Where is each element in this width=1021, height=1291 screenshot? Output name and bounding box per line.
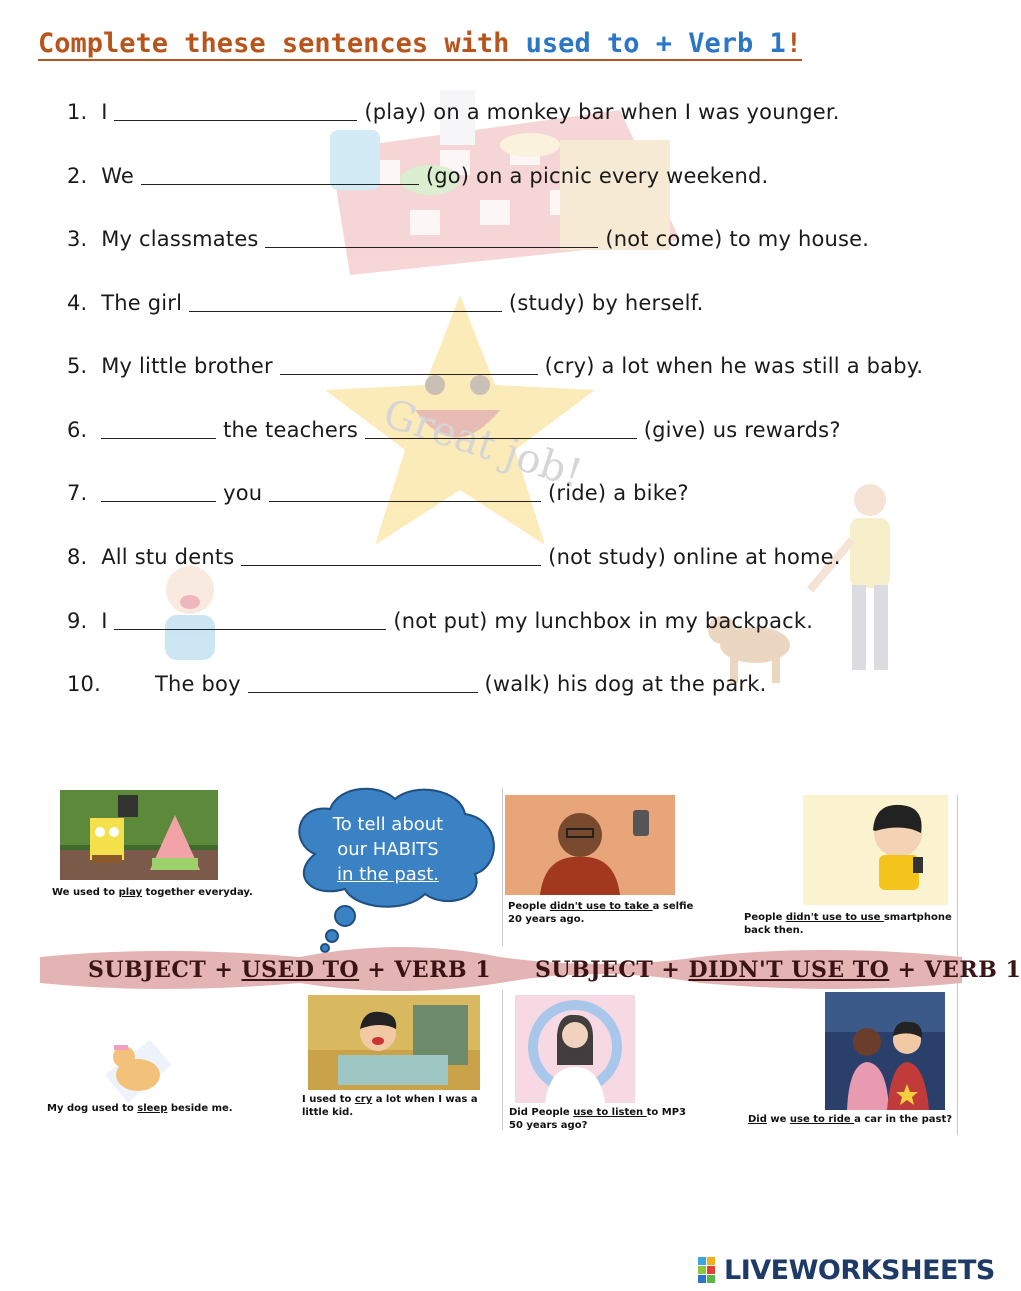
- crying-kid-picture: [308, 995, 480, 1090]
- worksheet-title: [38, 28, 802, 59]
- liveworksheets-logo[interactable]: [698, 1253, 995, 1287]
- sentence-text-before: My little brother: [101, 354, 280, 378]
- cartoon-friends-picture: [60, 790, 218, 880]
- bubble-text: [310, 812, 466, 887]
- sentence-2: [67, 164, 768, 188]
- sentence-text-before: I: [101, 609, 115, 633]
- caption-verb: didn't use to use: [785, 912, 884, 923]
- caption-text: People: [508, 901, 550, 912]
- sentence-5: [67, 354, 923, 378]
- sentence-text-middle: you: [216, 481, 270, 505]
- sentence-number: 9.: [67, 609, 88, 633]
- bubble-line: our HABITS: [337, 839, 439, 860]
- man-walking-illustration: [800, 480, 930, 680]
- sentence-number: 5.: [67, 354, 88, 378]
- sentence-text-middle: the teachers: [216, 418, 365, 442]
- answer-blank[interactable]: [241, 545, 541, 566]
- caption-verb: use to listen: [573, 1107, 647, 1118]
- sentence-text-after: (not put) my lunchbox in my backpack.: [386, 609, 814, 633]
- title-main: Complete these sentences with: [38, 28, 526, 59]
- sentence-text-before: All stu dents: [101, 545, 242, 569]
- bubble-line: in the past.: [336, 864, 439, 885]
- answer-blank[interactable]: [101, 481, 216, 502]
- logo-text: LIVEWORKSHEETS: [724, 1254, 995, 1286]
- caption-text: I used to: [302, 1094, 355, 1105]
- caption-text: a lot when I was a: [372, 1094, 478, 1105]
- sentence-text-after: (not come) to my house.: [598, 227, 870, 251]
- caption-mp3: [509, 1106, 686, 1132]
- sentence-text-after: (play) on a monkey bar when I was younger.: [357, 100, 840, 124]
- formula-negative: [535, 957, 1021, 983]
- panel-divider: [502, 990, 503, 1130]
- sentence-9: [67, 609, 813, 633]
- sentence-6: [67, 418, 841, 442]
- title-exclamation: !: [785, 28, 803, 59]
- sentence-text-before: The boy: [155, 672, 248, 696]
- caption-selfie: [508, 900, 693, 926]
- svg-text:Great job!: Great job!: [377, 390, 588, 498]
- sentence-number: 7.: [67, 481, 88, 505]
- sentence-number: 8.: [67, 545, 88, 569]
- sentence-number: 2.: [67, 164, 88, 188]
- selfie-picture: [505, 795, 675, 895]
- caption-cry: [302, 1093, 478, 1119]
- caption-text: little kid.: [302, 1107, 354, 1118]
- caption-text: back then.: [744, 925, 804, 936]
- answer-blank[interactable]: [248, 672, 478, 693]
- sleeping-dog-picture: [100, 1035, 175, 1105]
- sentence-text-after: (give) us rewards?: [636, 418, 841, 442]
- formula-used-to: USED TO: [241, 957, 360, 983]
- sentence-text-before: We: [101, 164, 141, 188]
- caption-text: 50 years ago?: [509, 1120, 588, 1131]
- sentence-number: 4.: [67, 291, 88, 315]
- sentence-text-before: I: [101, 100, 115, 124]
- answer-blank[interactable]: [189, 291, 502, 312]
- caption-text: a selfie: [652, 901, 694, 912]
- caption-verb: cry: [354, 1094, 373, 1105]
- title-highlight: used to + Verb 1: [525, 28, 786, 59]
- sentence-4: [67, 291, 704, 315]
- sentence-text-after: (not study) online at home.: [541, 545, 841, 569]
- sentence-number: 1.: [67, 100, 88, 124]
- sentence-number: 3.: [67, 227, 88, 251]
- caption-verb: didn't use to take: [549, 901, 653, 912]
- sentence-number: 10.: [67, 672, 101, 696]
- caption-verb: sleep: [137, 1103, 168, 1114]
- answer-blank[interactable]: [265, 227, 598, 248]
- sentence-number: 6.: [67, 418, 88, 442]
- caption-text: People: [744, 912, 786, 923]
- formula-subject: SUBJECT +: [88, 957, 242, 983]
- formula-didnt-use-to: DIDN'T USE TO: [688, 957, 890, 983]
- caption-play-together: [52, 886, 253, 899]
- formula-verb: + VERB 1: [889, 957, 1021, 983]
- caption-text: a car in the past?: [854, 1114, 953, 1125]
- answer-blank[interactable]: [141, 164, 419, 185]
- caption-text: to MP3: [646, 1107, 687, 1118]
- caption-text: Did People: [509, 1107, 574, 1118]
- kid-smartphone-picture: [803, 795, 948, 905]
- caption-text: beside me.: [167, 1103, 233, 1114]
- listening-music-picture: [515, 995, 635, 1103]
- sentence-8: [67, 545, 841, 569]
- sentence-10: [67, 672, 767, 696]
- answer-blank[interactable]: [114, 100, 357, 121]
- formula-affirmative: [88, 957, 491, 983]
- sentence-text-after: (go) on a picnic every weekend.: [418, 164, 769, 188]
- sentence-text-after: (ride) a bike?: [541, 481, 689, 505]
- sentence-1: [67, 100, 840, 124]
- answer-blank[interactable]: [269, 481, 541, 502]
- sentence-3: [67, 227, 869, 251]
- bubble-line: To tell about: [332, 814, 444, 835]
- caption-smartphone: [744, 911, 952, 937]
- caption-verb: play: [118, 887, 143, 898]
- logo-blocks-icon: [698, 1257, 724, 1283]
- caption-verb: use to ride: [789, 1114, 855, 1125]
- sentence-text-after: (cry) a lot when he was still a baby.: [537, 354, 924, 378]
- answer-blank[interactable]: [114, 609, 386, 630]
- sentence-text-after: (study) by herself.: [502, 291, 704, 315]
- sentence-text-after: (walk) his dog at the park.: [477, 672, 767, 696]
- caption-text: My dog used to: [47, 1103, 138, 1114]
- sentence-7: [67, 481, 689, 505]
- caption-text: smartphone: [883, 912, 952, 923]
- sentence-text-before: My classmates: [101, 227, 266, 251]
- caption-ride-car: [748, 1113, 952, 1126]
- car-ride-picture: [825, 992, 945, 1110]
- caption-text: 20 years ago.: [508, 914, 585, 925]
- caption-verb: Did: [748, 1114, 767, 1125]
- formula-verb: + VERB 1: [359, 957, 492, 983]
- caption-text: together everyday.: [142, 887, 253, 898]
- caption-dog-sleep: [47, 1102, 233, 1115]
- caption-text: we: [766, 1114, 790, 1125]
- formula-subject: SUBJECT +: [535, 957, 689, 983]
- answer-blank[interactable]: [280, 354, 538, 375]
- caption-text: We used to: [52, 887, 119, 898]
- answer-blank[interactable]: [365, 418, 637, 439]
- sentence-text-before: The girl: [101, 291, 190, 315]
- answer-blank[interactable]: [101, 418, 216, 439]
